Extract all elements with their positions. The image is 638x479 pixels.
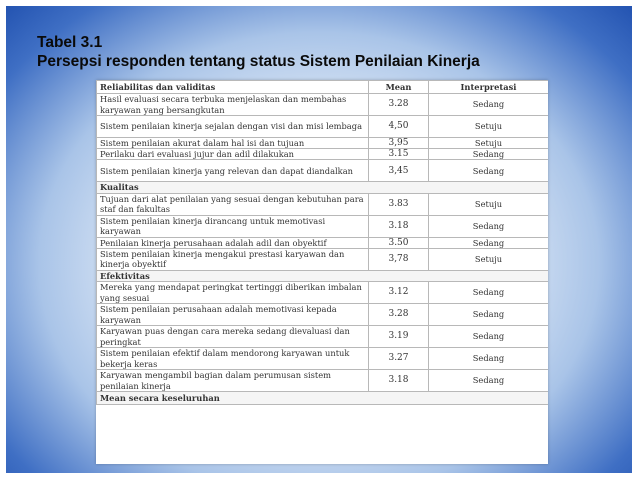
- table-title: Persepsi responden tentang status Sistem Penilaian Kinerja: [37, 53, 480, 70]
- statement-cell: Sistem penilaian kinerja dirancang untuk memotivasi karyawan: [97, 215, 369, 237]
- mean-cell: 3.27: [369, 348, 429, 370]
- table-row: [97, 160, 549, 182]
- statement-cell: Mereka yang mendapat peringkat tertinggi diberikan imbalan yang sesuai: [97, 282, 369, 304]
- section-label: Mean secara keseluruhan: [97, 392, 549, 405]
- table-row: [97, 304, 549, 326]
- table-row: [97, 94, 549, 116]
- statement-cell: Sistem penilaian kinerja mengakui prestasi karyawan dan kinerja obyektif: [97, 248, 369, 270]
- mean-cell: 3.19: [369, 326, 429, 348]
- table-row: [97, 237, 549, 248]
- interpretation-cell: Sedang: [429, 326, 549, 348]
- section-label: Kualitas: [97, 182, 549, 193]
- interpretation-cell: Sedang: [429, 94, 549, 116]
- interpretation-cell: Sedang: [429, 215, 549, 237]
- statement-cell: Sistem penilaian perusahaan adalah memotivasi kepada karyawan: [97, 304, 369, 326]
- slide-titles: [37, 33, 480, 71]
- perception-table: [96, 80, 548, 405]
- interpretation-cell: Setuju: [429, 248, 549, 270]
- mean-cell: 3.18: [369, 370, 429, 392]
- header-interpretation: Interpretasi: [429, 81, 549, 94]
- interpretation-cell: Sedang: [429, 304, 549, 326]
- interpretation-cell: Sedang: [429, 149, 549, 160]
- table-row: [97, 138, 549, 149]
- table-row: [97, 348, 549, 370]
- table-row: [97, 370, 549, 392]
- interpretation-cell: Sedang: [429, 237, 549, 248]
- table-header-row: [97, 81, 549, 94]
- mean-cell: 3.18: [369, 215, 429, 237]
- table-row: [97, 248, 549, 270]
- table-number: Tabel 3.1: [37, 34, 103, 51]
- section-label: Efektivitas: [97, 270, 549, 281]
- interpretation-cell: Sedang: [429, 348, 549, 370]
- statement-cell: Tujuan dari alat penilaian yang sesuai dengan kebutuhan para staf dan fakultas: [97, 193, 369, 215]
- perception-table-image: [96, 80, 548, 464]
- mean-cell: 3.12: [369, 282, 429, 304]
- mean-cell: 3.28: [369, 304, 429, 326]
- mean-cell: 3.15: [369, 149, 429, 160]
- interpretation-cell: Sedang: [429, 282, 549, 304]
- mean-cell: 4,50: [369, 116, 429, 138]
- interpretation-cell: Setuju: [429, 116, 549, 138]
- table-row: [97, 193, 549, 215]
- interpretation-cell: Sedang: [429, 160, 549, 182]
- statement-cell: Perilaku dari evaluasi jujur dan adil dilakukan: [97, 149, 369, 160]
- table-row: [97, 116, 549, 138]
- mean-cell: 3.83: [369, 193, 429, 215]
- header-statement: Reliabilitas dan validitas: [97, 81, 369, 94]
- mean-cell: 3,45: [369, 160, 429, 182]
- interpretation-cell: Setuju: [429, 193, 549, 215]
- statement-cell: Hasil evaluasi secara terbuka menjelaskan dan membahas karyawan yang bersangkutan: [97, 94, 369, 116]
- mean-cell: 3,95: [369, 138, 429, 149]
- header-mean: Mean: [369, 81, 429, 94]
- mean-cell: 3.28: [369, 94, 429, 116]
- statement-cell: Sistem penilaian kinerja sejalan dengan visi dan misi lembaga: [97, 116, 369, 138]
- section-row: [97, 182, 549, 193]
- mean-cell: 3,78: [369, 248, 429, 270]
- table-row: [97, 326, 549, 348]
- mean-cell: 3.50: [369, 237, 429, 248]
- table-row: [97, 215, 549, 237]
- table-body: [97, 94, 549, 405]
- section-row: [97, 270, 549, 281]
- statement-cell: Sistem penilaian kinerja yang relevan dan dapat diandalkan: [97, 160, 369, 182]
- table-row: [97, 149, 549, 160]
- interpretation-cell: Setuju: [429, 138, 549, 149]
- interpretation-cell: Sedang: [429, 370, 549, 392]
- statement-cell: Penilaian kinerja perusahaan adalah adil dan obyektif: [97, 237, 369, 248]
- statement-cell: Karyawan mengambil bagian dalam perumusan sistem penilaian kinerja: [97, 370, 369, 392]
- statement-cell: Sistem penilaian efektif dalam mendorong karyawan untuk bekerja keras: [97, 348, 369, 370]
- table-row: [97, 282, 549, 304]
- statement-cell: Karyawan puas dengan cara mereka sedang dievaluasi dan peringkat: [97, 326, 369, 348]
- section-row: [97, 392, 549, 405]
- statement-cell: Sistem penilaian akurat dalam hal isi dan tujuan: [97, 138, 369, 149]
